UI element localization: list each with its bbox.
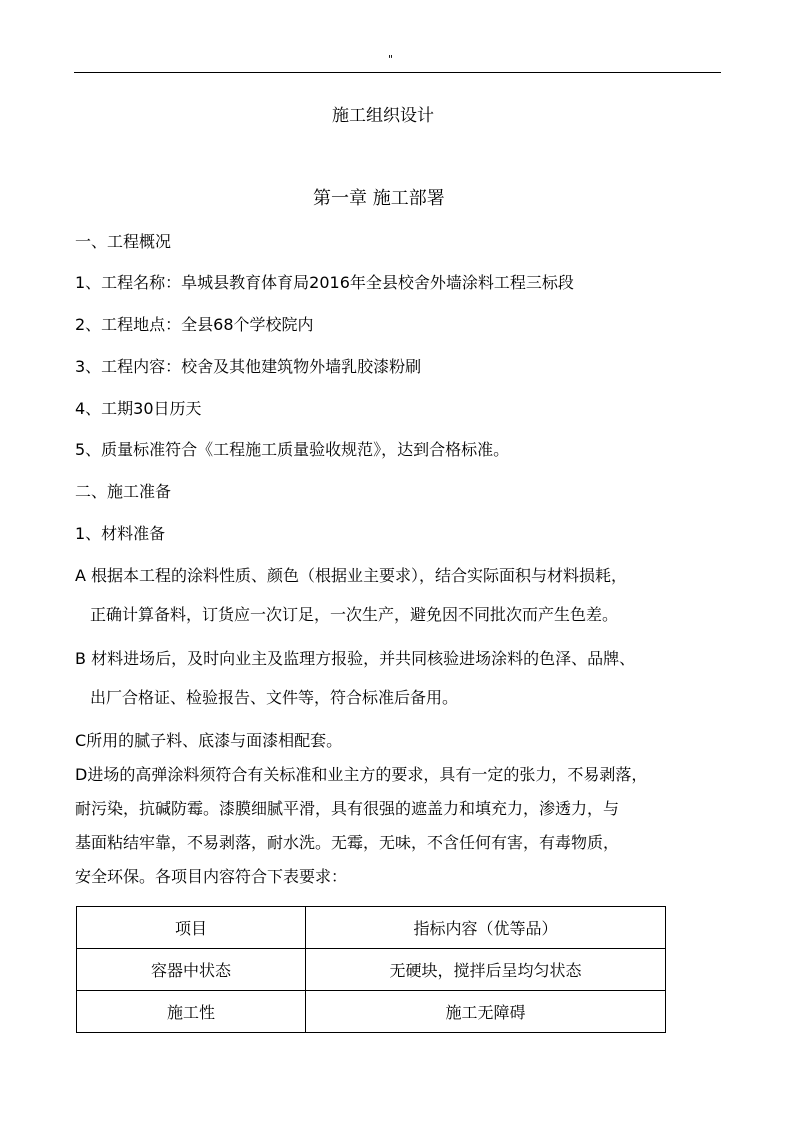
paragraph-d-line2: 耐污染，抗碱防霉。漆膜细腻平滑，具有很强的遮盖力和填充力，渗透力，与 <box>75 799 620 818</box>
table-cell: 无硬块，搅拌后呈均匀状态 <box>306 949 666 991</box>
paragraph-d-line1: D进场的高弹涂料须符合有关标准和业主方的要求，具有一定的张力，不易剥落， <box>75 765 648 784</box>
table-cell: 施工无障碍 <box>306 991 666 1033</box>
section-heading-overview: 一、工程概况 <box>75 232 172 251</box>
table-header-cell: 项目 <box>77 907 306 949</box>
chapter-heading: 第一章 施工部署 <box>313 188 445 209</box>
project-content-item: 3、工程内容：校舍及其他建筑物外墙乳胶漆粉刷 <box>75 357 422 376</box>
quality-standard-item: 5、质量标准符合《工程施工质量验收规范》，达到合格标准。 <box>75 440 510 459</box>
requirements-table <box>76 906 666 1033</box>
paragraph-c: C所用的腻子料、底漆与面漆相配套。 <box>75 731 343 750</box>
table-header-row <box>77 907 666 949</box>
document-title: 施工组织设计 <box>332 106 434 126</box>
paragraph-a-line2: 正确计算备料，订货应一次订足，一次生产，避免因不同批次而产生色差。 <box>90 605 619 624</box>
header-mark: " <box>388 53 394 66</box>
table-cell: 施工性 <box>77 991 306 1033</box>
paragraph-b-line1: B 材料进场后，及时向业主及监理方报验，并共同核验进场涂料的色泽、品牌、 <box>75 649 636 668</box>
header-rule <box>74 72 721 73</box>
project-name-item: 1、工程名称：阜城县教育体育局2016年全县校舍外墙涂料工程三标段 <box>75 273 574 292</box>
paragraph-d-line3: 基面粘结牢靠，不易剥落，耐水洗。无霉，无味，不含任何有害，有毒物质， <box>75 833 620 852</box>
paragraph-d-line4: 安全环保。各项目内容符合下表要求： <box>75 867 348 886</box>
paragraph-a-line1: A 根据本工程的涂料性质、颜色（根据业主要求），结合实际面积与材料损耗， <box>75 566 628 585</box>
section-heading-preparation: 二、施工准备 <box>75 482 172 501</box>
table-cell: 容器中状态 <box>77 949 306 991</box>
project-location-item: 2、工程地点：全县68个学校院内 <box>75 315 314 334</box>
paragraph-b-line2: 出厂合格证、检验报告、文件等，符合标准后备用。 <box>90 688 459 707</box>
table-header-cell: 指标内容（优等品） <box>306 907 666 949</box>
subsection-heading-materials: 1、材料准备 <box>75 524 166 543</box>
project-duration-item: 4、工期30日历天 <box>75 399 202 418</box>
table-row <box>77 991 666 1033</box>
table-row <box>77 949 666 991</box>
